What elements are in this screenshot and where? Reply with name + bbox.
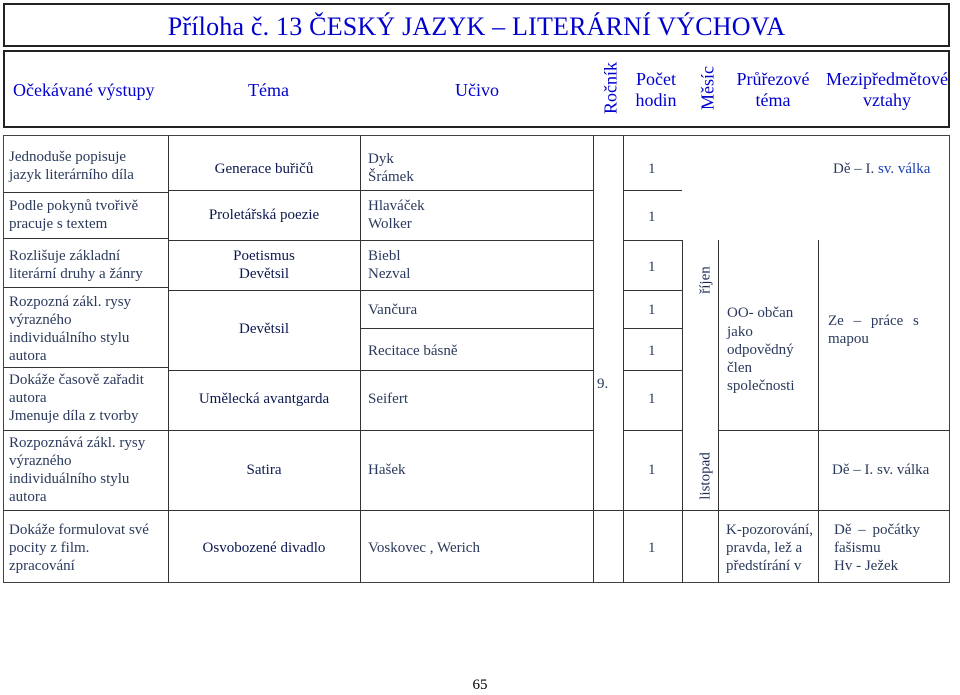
output-text: Rozlišuje základní [9,248,121,264]
column-divider [168,135,169,583]
cross-text: člen [727,360,752,376]
hours-value: 1 [648,540,656,556]
topic-text: Satira [246,462,282,478]
curriculum-table [3,135,950,583]
row-divider [3,367,168,368]
inter-text: Ze – práce s [828,313,919,329]
output-text: Dokáže časově zařadit [9,372,144,388]
curriculum-text: Recitace básně [368,343,458,359]
output-text: výrazného [9,312,72,328]
output-text: zpracování [9,558,75,574]
hours-value: 1 [648,259,656,275]
inter-text: Dě – I. sv. válka [833,161,931,177]
curriculum-text: Seifert [368,391,408,407]
output-text: pocity z film. [9,540,90,556]
row-divider [168,430,593,431]
row-divider [3,192,168,193]
row-divider [3,430,168,431]
topic-text: Devětsil [239,266,289,282]
header-cross-1: Průřezové [736,69,810,89]
output-text: pracuje s textem [9,216,108,232]
page-title: Příloha č. 13 ČESKÝ JAZYK – LITERÁRNÍ VÝCHOVA [167,12,786,41]
cross-text: K-pozorování, [726,522,814,538]
year-value: 9. [597,376,609,392]
column-divider [718,240,719,583]
header-topic: Téma [248,80,289,100]
inter-text: Hv - Ježek [834,558,899,574]
title-box [3,3,950,47]
header-year: Ročník [600,62,621,114]
column-divider [593,135,594,583]
output-text: literární druhy a žánry [9,266,143,282]
output-text: autora [9,348,47,364]
output-text: Jednoduše popisuje [9,149,127,165]
column-divider [682,240,683,583]
page-number: 65 [472,677,488,693]
cross-text: odpovědný [727,342,794,358]
row-divider [623,430,682,431]
row-divider [168,190,593,191]
output-text: Jmenuje díla z tvorby [9,408,139,424]
cross-text: OO- občan [727,305,794,321]
month-label: listopad [697,452,714,500]
row-divider [623,328,682,329]
curriculum-text: Biebl [368,248,401,264]
curriculum-text: Wolker [368,216,412,232]
output-text: autora [9,390,47,406]
curriculum-text: Hašek [368,462,406,478]
topic-text: Umělecká avantgarda [198,391,330,407]
inter-text: mapou [828,331,869,347]
cross-text: společnosti [727,378,795,394]
header-curriculum: Učivo [455,80,499,100]
header-cross-2: téma [755,90,791,110]
hours-value: 1 [648,391,656,407]
inter-text: Dě – počátky [834,522,920,538]
cross-text: předstírání v [726,558,802,574]
output-text: Rozpozná zákl. rysy [9,294,132,310]
row-divider [3,287,168,288]
hours-value: 1 [648,161,656,177]
column-divider [818,240,819,583]
hours-value: 1 [648,343,656,359]
row-divider [168,370,593,371]
row-divider [168,240,593,241]
header-outputs: Očekávané výstupy [13,80,155,100]
inter-text: Dě – I. sv. válka [832,462,930,478]
row-divider [623,290,682,291]
curriculum-text: Voskovec , Werich [368,540,480,556]
hours-value: 1 [648,302,656,318]
curriculum-text: Hlaváček [368,198,425,214]
row-divider [360,328,593,329]
output-text: Rozpoznává zákl. rysy [9,435,146,451]
column-divider [360,135,361,583]
row-divider [623,240,682,241]
header-hours-1: Počet [636,69,676,89]
topic-text: Osvobozené divadlo [202,540,326,556]
row-divider [623,190,682,191]
curriculum-text: Vančura [368,302,418,318]
header-month: Měsíc [697,66,718,110]
header-inter-2: vztahy [863,90,911,110]
output-text: výrazného [9,453,72,469]
row-divider [168,290,593,291]
row-divider [3,238,168,239]
output-text: autora [9,489,47,505]
header-hours-2: hodin [635,90,677,110]
inter-text: fašismu [834,540,881,556]
cross-text: pravda, lež a [726,540,803,556]
output-text: jazyk literárního díla [9,167,134,183]
row-divider [718,430,950,431]
curriculum-text: Dyk [368,151,394,167]
topic-text: Proletářská poezie [208,207,320,223]
topic-text: Poetismus [233,248,295,264]
column-divider [623,135,624,583]
topic-text: Generace buřičů [214,161,314,177]
cross-text: jako [727,324,753,340]
output-text: Podle pokynů tvořivě [9,198,139,214]
row-divider [623,370,682,371]
row-divider [3,510,950,511]
output-text: individuálního stylu [9,330,130,346]
month-label: říjen [697,266,714,294]
output-text: Dokáže formulovat své [9,522,149,538]
curriculum-text: Nezval [368,266,411,282]
hours-value: 1 [648,209,656,225]
topic-text: Devětsil [239,321,289,337]
curriculum-text: Šrámek [368,169,414,185]
output-text: individuálního stylu [9,471,130,487]
header-row [3,50,950,128]
hours-value: 1 [648,462,656,478]
header-inter-1: Mezipředmětové [826,69,948,89]
